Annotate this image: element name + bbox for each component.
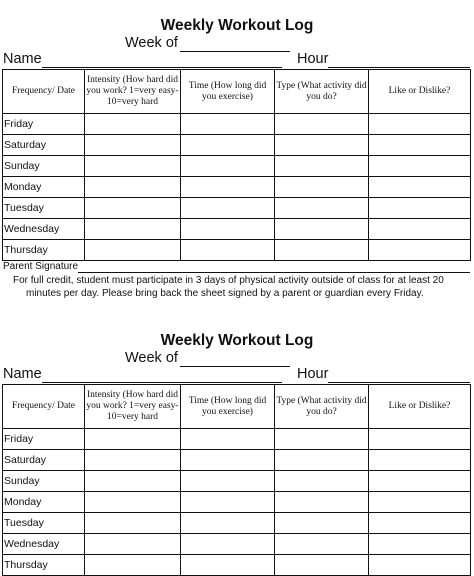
day-label: Sunday [3, 471, 85, 492]
intensity-cell[interactable] [85, 219, 181, 240]
time-cell[interactable] [181, 114, 275, 135]
hour-field[interactable] [328, 67, 470, 68]
day-label: Saturday [3, 135, 85, 156]
like-cell[interactable] [369, 219, 471, 240]
week-of-field[interactable] [180, 51, 290, 52]
intensity-cell[interactable] [85, 156, 181, 177]
day-label: Friday [3, 429, 85, 450]
header-type: Type (What activity did you do? [275, 385, 369, 429]
time-cell[interactable] [181, 513, 275, 534]
table-row [3, 198, 471, 219]
intensity-cell[interactable] [85, 135, 181, 156]
day-label: Tuesday [3, 198, 85, 219]
day-label: Thursday [3, 555, 85, 576]
workout-table [2, 384, 471, 576]
type-cell[interactable] [275, 513, 369, 534]
like-cell[interactable] [369, 429, 471, 450]
time-cell[interactable] [181, 450, 275, 471]
intensity-cell[interactable] [85, 429, 181, 450]
day-label: Tuesday [3, 513, 85, 534]
header-intensity: Intensity (How hard did you work? 1=very easy-10=very hard [85, 70, 181, 114]
like-cell[interactable] [369, 240, 471, 261]
like-cell[interactable] [369, 156, 471, 177]
type-cell[interactable] [275, 114, 369, 135]
day-label: Monday [3, 177, 85, 198]
table-header-row [3, 70, 471, 114]
workout-table [2, 69, 471, 261]
day-label: Saturday [3, 450, 85, 471]
intensity-cell[interactable] [85, 471, 181, 492]
instructions-note [13, 274, 468, 300]
type-cell[interactable] [275, 450, 369, 471]
type-cell[interactable] [275, 135, 369, 156]
intensity-cell[interactable] [85, 555, 181, 576]
time-cell[interactable] [181, 429, 275, 450]
day-label: Sunday [3, 156, 85, 177]
header-time: Time (How long did you exercise) [181, 385, 275, 429]
intensity-cell[interactable] [85, 450, 181, 471]
table-row [3, 156, 471, 177]
name-label: Name [3, 51, 42, 67]
week-of-label: Week of [125, 35, 178, 51]
header-time: Time (How long did you exercise) [181, 70, 275, 114]
table-row [3, 513, 471, 534]
table-row [3, 492, 471, 513]
parent-signature-field[interactable] [78, 272, 470, 273]
hour-label: Hour [297, 51, 329, 67]
time-cell[interactable] [181, 135, 275, 156]
table-row [3, 429, 471, 450]
table-row [3, 471, 471, 492]
table-row [3, 177, 471, 198]
intensity-cell[interactable] [85, 240, 181, 261]
name-label: Name [3, 366, 42, 382]
intensity-cell[interactable] [85, 492, 181, 513]
time-cell[interactable] [181, 492, 275, 513]
time-cell[interactable] [181, 240, 275, 261]
table-row [3, 450, 471, 471]
type-cell[interactable] [275, 471, 369, 492]
like-cell[interactable] [369, 114, 471, 135]
table-row [3, 219, 471, 240]
like-cell[interactable] [369, 492, 471, 513]
type-cell[interactable] [275, 555, 369, 576]
intensity-cell[interactable] [85, 534, 181, 555]
type-cell[interactable] [275, 198, 369, 219]
name-field[interactable] [42, 382, 282, 383]
day-label: Monday [3, 492, 85, 513]
time-cell[interactable] [181, 534, 275, 555]
intensity-cell[interactable] [85, 198, 181, 219]
time-cell[interactable] [181, 177, 275, 198]
table-header-row [3, 385, 471, 429]
header-type: Type (What activity did you do? [275, 70, 369, 114]
type-cell[interactable] [275, 240, 369, 261]
type-cell[interactable] [275, 429, 369, 450]
table-row [3, 240, 471, 261]
type-cell[interactable] [275, 177, 369, 198]
day-label: Wednesday [3, 219, 85, 240]
day-label: Wednesday [3, 534, 85, 555]
intensity-cell[interactable] [85, 513, 181, 534]
log-title: Weekly Workout Log [160, 332, 314, 349]
log-title: Weekly Workout Log [160, 17, 314, 34]
header-like-dislike: Like or Dislike? [369, 70, 471, 114]
intensity-cell[interactable] [85, 177, 181, 198]
table-row [3, 114, 471, 135]
table-row [3, 135, 471, 156]
like-cell[interactable] [369, 534, 471, 555]
note-line-2: minutes per day. Please bring back the sheet signed by a parent or guardian every Friday. [26, 288, 424, 299]
type-cell[interactable] [275, 534, 369, 555]
note-line-1: For full credit, student must participate in 3 days of physical activity outside of class for at least 20 [13, 275, 444, 286]
day-label: Thursday [3, 240, 85, 261]
week-of-label: Week of [125, 350, 178, 366]
time-cell[interactable] [181, 555, 275, 576]
parent-signature-label: Parent Signature [3, 261, 79, 272]
header-intensity: Intensity (How hard did you work? 1=very easy-10=very hard [85, 385, 181, 429]
table-row [3, 534, 471, 555]
time-cell[interactable] [181, 471, 275, 492]
day-label: Friday [3, 114, 85, 135]
like-cell[interactable] [369, 450, 471, 471]
hour-label: Hour [297, 366, 329, 382]
hour-field[interactable] [328, 382, 470, 383]
like-cell[interactable] [369, 198, 471, 219]
like-cell[interactable] [369, 513, 471, 534]
type-cell[interactable] [275, 492, 369, 513]
like-cell[interactable] [369, 177, 471, 198]
type-cell[interactable] [275, 219, 369, 240]
like-cell[interactable] [369, 135, 471, 156]
intensity-cell[interactable] [85, 114, 181, 135]
name-field[interactable] [42, 67, 282, 68]
like-cell[interactable] [369, 471, 471, 492]
header-frequency-date: Frequency/ Date [3, 385, 85, 429]
table-row [3, 555, 471, 576]
time-cell[interactable] [181, 198, 275, 219]
type-cell[interactable] [275, 156, 369, 177]
header-like-dislike: Like or Dislike? [369, 385, 471, 429]
time-cell[interactable] [181, 219, 275, 240]
header-frequency-date: Frequency/ Date [3, 70, 85, 114]
time-cell[interactable] [181, 156, 275, 177]
like-cell[interactable] [369, 555, 471, 576]
week-of-field[interactable] [180, 366, 290, 367]
